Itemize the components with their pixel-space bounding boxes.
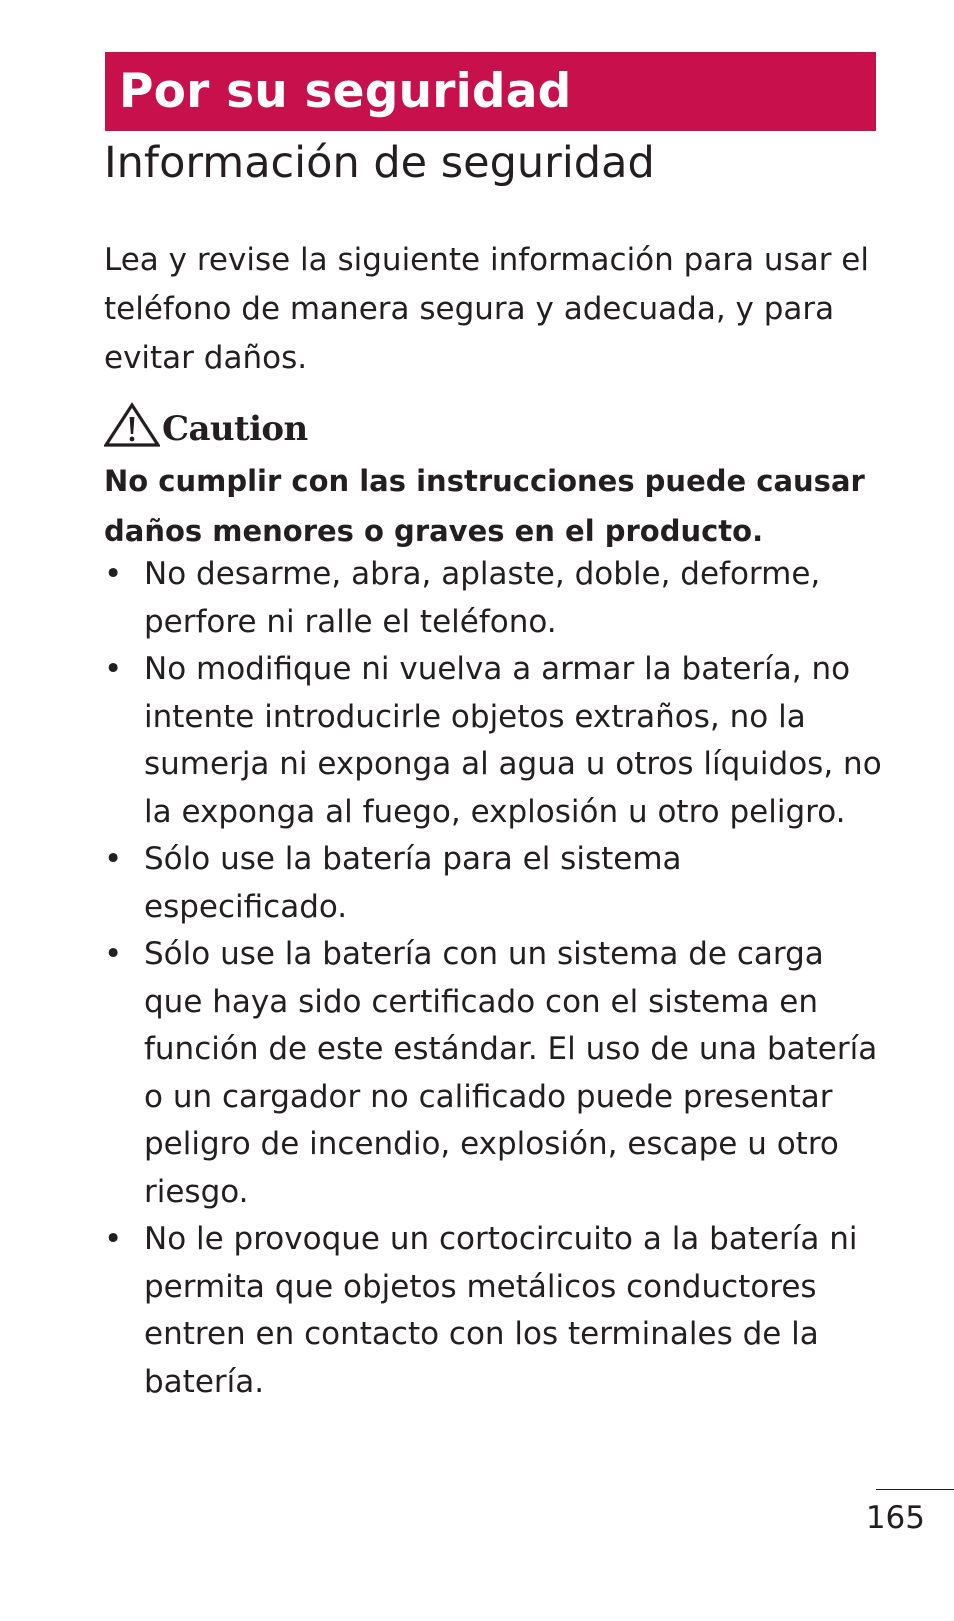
section-header-banner <box>105 52 876 131</box>
bullet-marker: • <box>104 556 123 592</box>
list-item-text: No modifique ni vuelva a armar la batería, no intente introducirle objetos extraños, no la sumerja ni exponga al agua u otros líquidos, no la exponga al fuego, explosión u otro peligro. <box>144 651 882 830</box>
list-item-text: No desarme, abra, aplaste, doble, deforme, perfore ni ralle el teléfono. <box>144 556 821 640</box>
bullet-marker: • <box>104 1221 123 1257</box>
section-title: Por su seguridad <box>119 64 572 119</box>
page-subtitle: Información de seguridad <box>104 138 655 188</box>
list-item-text: No le provoque un cortocircuito a la batería ni permita que objetos metálicos conductores entren en contacto con los terminales de la batería. <box>144 1221 858 1400</box>
bullet-marker: • <box>104 651 123 687</box>
intro-paragraph: Lea y revise la siguiente información para usar el teléfono de manera segura y adecuada, y para evitar daños. <box>104 242 869 376</box>
list-item <box>104 551 884 646</box>
footer-divider <box>876 1489 954 1490</box>
list-item <box>104 1216 884 1406</box>
safety-bullet-list <box>104 551 884 1406</box>
warning-text: No cumplir con las instrucciones puede causar daños menores o graves en el producto. <box>104 464 865 548</box>
warning-triangle-icon <box>104 402 160 448</box>
bullet-marker: • <box>104 841 123 877</box>
list-item <box>104 646 884 836</box>
bullet-marker: • <box>104 936 123 972</box>
list-item <box>104 836 884 931</box>
list-item-text: Sólo use la batería para el sistema especificado. <box>144 841 682 925</box>
page-number: 165 <box>865 1500 925 1536</box>
caution-label: Caution <box>162 409 308 449</box>
caution-heading <box>104 400 308 448</box>
list-item-text: Sólo use la batería con un sistema de carga que haya sido certificado con el sistema en función de este estándar. El uso de una batería o un cargador no calificado puede presentar peligro de incendio, explosión, escape u otro riesgo. <box>144 936 878 1210</box>
list-item <box>104 931 884 1216</box>
